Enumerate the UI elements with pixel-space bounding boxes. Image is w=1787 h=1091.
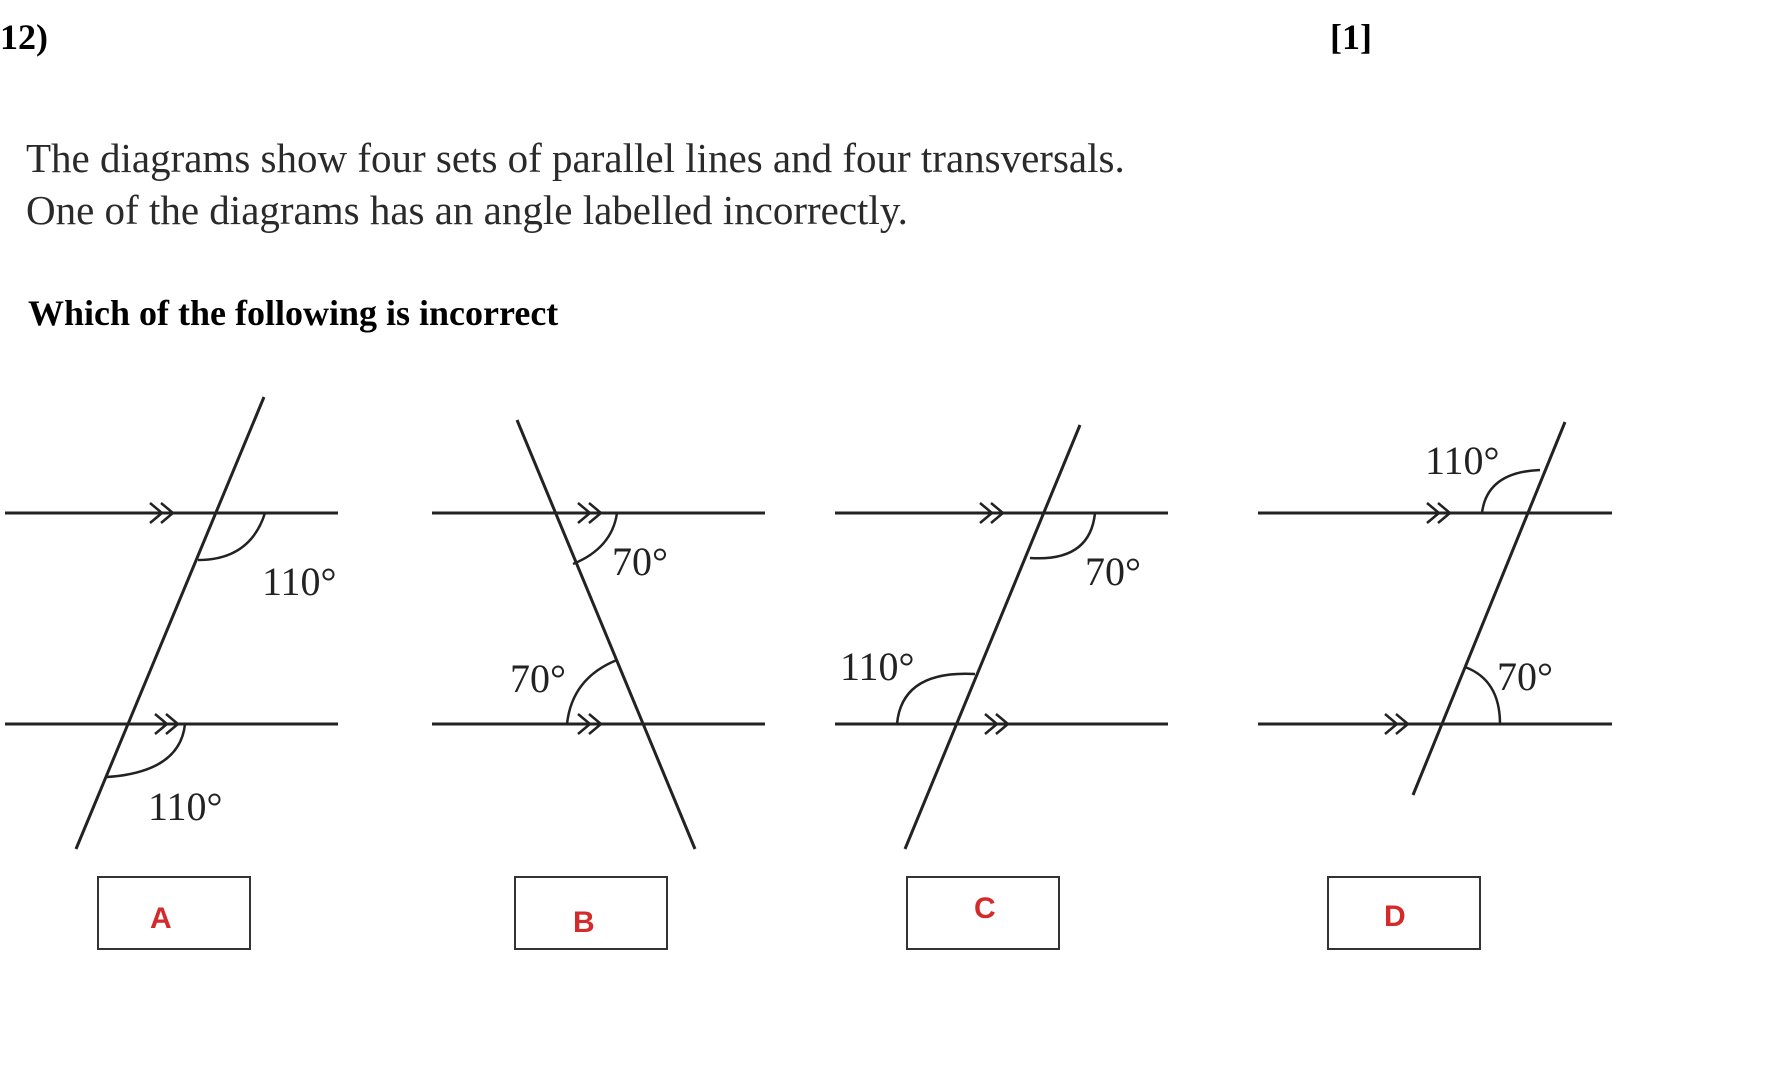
intro-line-1: The diagrams show four sets of parallel lines and four transversals.: [26, 135, 1125, 181]
transversal: [76, 397, 264, 849]
diagram-a: [5, 397, 338, 849]
question-number: 12): [0, 17, 48, 57]
angle-label: 110°: [840, 644, 915, 689]
angle-arc: [1465, 667, 1500, 724]
angle-label: 70°: [1497, 654, 1553, 699]
option-c-label: C: [974, 892, 996, 925]
angle-label: 110°: [262, 559, 337, 604]
angle-label: 70°: [510, 656, 566, 701]
angle-arc: [198, 513, 265, 560]
angle-label: 110°: [148, 784, 223, 829]
option-d-label: D: [1384, 900, 1406, 933]
angle-arc: [567, 660, 617, 724]
marks-allocation: [1]: [1330, 17, 1372, 57]
angle-label: 70°: [612, 539, 668, 584]
question-prompt: Which of the following is incorrect: [28, 293, 559, 333]
option-a-label: A: [150, 902, 172, 935]
diagram-c: [835, 425, 1168, 849]
transversal: [517, 420, 695, 849]
angle-label: 70°: [1085, 549, 1141, 594]
angle-label: 110°: [1425, 438, 1500, 483]
transversal: [905, 425, 1080, 849]
angle-arc: [107, 724, 185, 777]
option-a-box[interactable]: [97, 876, 251, 950]
intro-line-2: One of the diagrams has an angle labelled incorrectly.: [26, 187, 908, 233]
diagram-d: [1258, 422, 1612, 795]
diagram-b: [432, 420, 765, 849]
option-b-label: B: [573, 906, 595, 939]
